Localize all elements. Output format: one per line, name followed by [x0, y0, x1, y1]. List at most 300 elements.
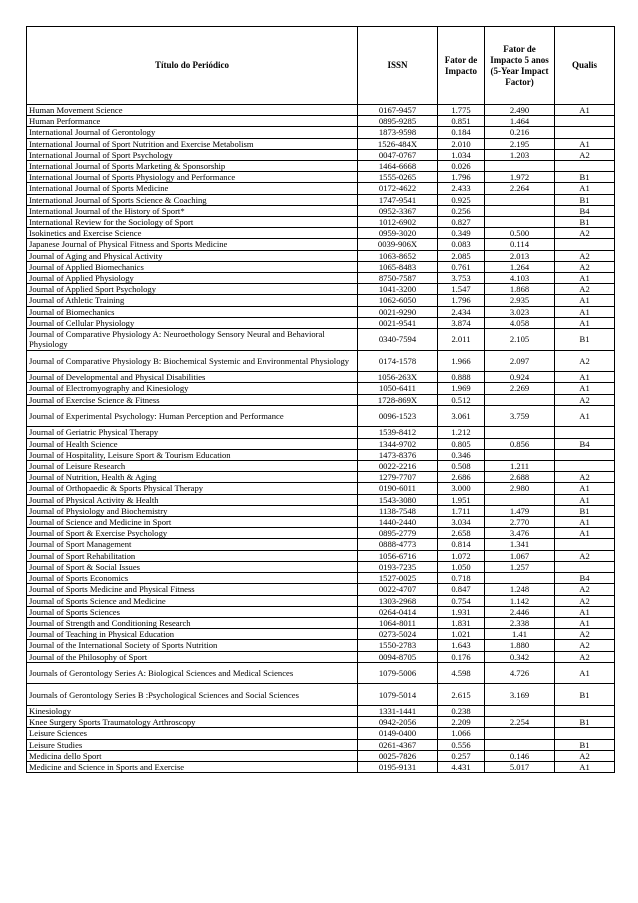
cell-title: Journal of Athletic Training: [27, 295, 358, 306]
cell-five-year-impact-factor: 3.169: [485, 684, 555, 706]
cell-impact-factor: 2.209: [438, 717, 485, 728]
cell-impact-factor: 0.847: [438, 584, 485, 595]
cell-issn: 0022-4707: [358, 584, 438, 595]
cell-impact-factor: 0.814: [438, 539, 485, 550]
table-row: [27, 427, 615, 438]
cell-issn: 1056-263X: [358, 372, 438, 383]
table-row: [27, 228, 615, 239]
cell-qualis: A2: [555, 261, 615, 272]
cell-title: Japanese Journal of Physical Fitness and Sports Medicine: [27, 239, 358, 250]
cell-qualis: B1: [555, 505, 615, 516]
cell-title: Journal of Health Science: [27, 438, 358, 449]
cell-impact-factor: 3.000: [438, 483, 485, 494]
cell-impact-factor: 2.433: [438, 183, 485, 194]
cell-impact-factor: 0.925: [438, 194, 485, 205]
cell-title: International Journal of Sports Marketing & Sponsorship: [27, 161, 358, 172]
table-row: [27, 194, 615, 205]
cell-qualis: B1: [555, 217, 615, 228]
table-row: [27, 217, 615, 228]
cell-impact-factor: 0.761: [438, 261, 485, 272]
cell-qualis: [555, 116, 615, 127]
cell-qualis: A1: [555, 138, 615, 149]
cell-five-year-impact-factor: 1.248: [485, 584, 555, 595]
cell-impact-factor: 1.775: [438, 105, 485, 116]
table-row: [27, 317, 615, 328]
table-row: [27, 138, 615, 149]
cell-five-year-impact-factor: 2.264: [485, 183, 555, 194]
cell-title: International Journal of the History of Sport*: [27, 205, 358, 216]
cell-title: Journals of Gerontology Series B :Psychological Sciences and Social Sciences: [27, 684, 358, 706]
cell-qualis: [555, 449, 615, 460]
cell-qualis: A2: [555, 284, 615, 295]
cell-impact-factor: 4.598: [438, 662, 485, 684]
cell-impact-factor: 1.066: [438, 728, 485, 739]
cell-qualis: A1: [555, 295, 615, 306]
table-row: [27, 472, 615, 483]
cell-issn: 0149-0400: [358, 728, 438, 739]
cell-title: Medicina dello Sport: [27, 750, 358, 761]
cell-qualis: [555, 239, 615, 250]
table-row: [27, 250, 615, 261]
cell-title: Journal of Hospitality, Leisure Sport & Tourism Education: [27, 449, 358, 460]
table-row: [27, 684, 615, 706]
cell-impact-factor: 1.966: [438, 350, 485, 372]
cell-title: International Journal of Sport Psychology: [27, 149, 358, 160]
cell-five-year-impact-factor: 1.464: [485, 116, 555, 127]
cell-issn: 0096-1523: [358, 405, 438, 427]
cell-qualis: A1: [555, 306, 615, 317]
table-row: [27, 595, 615, 606]
cell-qualis: A2: [555, 584, 615, 595]
table-row: [27, 239, 615, 250]
table-body: [27, 105, 615, 773]
table-row: [27, 306, 615, 317]
table-row: [27, 161, 615, 172]
cell-five-year-impact-factor: [485, 705, 555, 716]
cell-qualis: A1: [555, 761, 615, 772]
cell-impact-factor: 1.796: [438, 172, 485, 183]
cell-five-year-impact-factor: 2.980: [485, 483, 555, 494]
cell-qualis: A1: [555, 105, 615, 116]
cell-issn: 0273-5024: [358, 629, 438, 640]
cell-qualis: A1: [555, 606, 615, 617]
table-row: [27, 183, 615, 194]
cell-title: International Journal of Sports Physiology and Performance: [27, 172, 358, 183]
cell-impact-factor: 0.851: [438, 116, 485, 127]
cell-issn: 0174-1578: [358, 350, 438, 372]
table-row: [27, 662, 615, 684]
cell-title: Journal of Comparative Physiology A: Neuroethology Sensory Neural and Behavioral Physiology: [27, 329, 358, 351]
cell-qualis: A1: [555, 183, 615, 194]
cell-qualis: B4: [555, 205, 615, 216]
cell-qualis: B1: [555, 172, 615, 183]
cell-impact-factor: 2.658: [438, 528, 485, 539]
cell-issn: 1527-0025: [358, 573, 438, 584]
cell-five-year-impact-factor: [485, 161, 555, 172]
cell-title: Journal of Comparative Physiology B: Biochemical Systemic and Environmental Physiology: [27, 350, 358, 372]
cell-title: International Journal of Sport Nutrition and Exercise Metabolism: [27, 138, 358, 149]
cell-five-year-impact-factor: [485, 739, 555, 750]
cell-qualis: [555, 705, 615, 716]
table-row: [27, 561, 615, 572]
cell-impact-factor: 0.256: [438, 205, 485, 216]
cell-five-year-impact-factor: 2.935: [485, 295, 555, 306]
table-row: [27, 261, 615, 272]
cell-title: Kinesiology: [27, 705, 358, 716]
cell-title: Human Movement Science: [27, 105, 358, 116]
cell-five-year-impact-factor: 0.500: [485, 228, 555, 239]
cell-title: Journal of Sports Medicine and Physical Fitness: [27, 584, 358, 595]
cell-issn: 1747-9541: [358, 194, 438, 205]
cell-issn: 1079-5006: [358, 662, 438, 684]
cell-issn: 1279-7707: [358, 472, 438, 483]
header-impact-factor: Fator de Impacto: [438, 27, 485, 105]
cell-five-year-impact-factor: 1.211: [485, 461, 555, 472]
cell-issn: 1079-5014: [358, 684, 438, 706]
table-row: [27, 705, 615, 716]
cell-qualis: A2: [555, 595, 615, 606]
cell-title: Journal of Sport Rehabilitation: [27, 550, 358, 561]
cell-qualis: [555, 461, 615, 472]
cell-qualis: [555, 728, 615, 739]
cell-title: Journal of Exercise Science & Fitness: [27, 394, 358, 405]
table-row: [27, 127, 615, 138]
table-row: [27, 295, 615, 306]
cell-five-year-impact-factor: 0.342: [485, 651, 555, 662]
cell-title: Journal of Applied Biomechanics: [27, 261, 358, 272]
cell-title: Leisure Studies: [27, 739, 358, 750]
cell-impact-factor: 2.686: [438, 472, 485, 483]
cell-title: Journal of Cellular Physiology: [27, 317, 358, 328]
cell-impact-factor: 1.969: [438, 383, 485, 394]
cell-issn: 1063-8652: [358, 250, 438, 261]
cell-qualis: A2: [555, 250, 615, 261]
cell-qualis: A1: [555, 617, 615, 628]
cell-impact-factor: 1.547: [438, 284, 485, 295]
cell-title: International Review for the Sociology of Sport: [27, 217, 358, 228]
cell-title: International Journal of Gerontology: [27, 127, 358, 138]
journals-table: [26, 26, 615, 773]
cell-title: Human Performance: [27, 116, 358, 127]
cell-impact-factor: 1.050: [438, 561, 485, 572]
cell-five-year-impact-factor: [485, 449, 555, 460]
cell-title: International Journal of Sports Medicine: [27, 183, 358, 194]
table-row: [27, 739, 615, 750]
cell-issn: 1344-9702: [358, 438, 438, 449]
cell-qualis: A2: [555, 640, 615, 651]
cell-issn: 0025-7826: [358, 750, 438, 761]
cell-qualis: A1: [555, 528, 615, 539]
cell-five-year-impact-factor: 2.446: [485, 606, 555, 617]
table-row: [27, 606, 615, 617]
cell-issn: 0895-2779: [358, 528, 438, 539]
cell-issn: 1539-8412: [358, 427, 438, 438]
cell-title: Journal of Applied Sport Psychology: [27, 284, 358, 295]
cell-qualis: A1: [555, 372, 615, 383]
table-row: [27, 383, 615, 394]
cell-qualis: A2: [555, 550, 615, 561]
cell-five-year-impact-factor: 0.856: [485, 438, 555, 449]
cell-issn: 0022-2216: [358, 461, 438, 472]
cell-five-year-impact-factor: [485, 494, 555, 505]
table-row: [27, 149, 615, 160]
cell-title: Isokinetics and Exercise Science: [27, 228, 358, 239]
cell-impact-factor: 0.026: [438, 161, 485, 172]
cell-impact-factor: 1.072: [438, 550, 485, 561]
cell-title: Journal of Sport Management: [27, 539, 358, 550]
table-row: [27, 573, 615, 584]
table-row: [27, 651, 615, 662]
cell-title: Journal of Nutrition, Health & Aging: [27, 472, 358, 483]
cell-issn: 1138-7548: [358, 505, 438, 516]
table-row: [27, 539, 615, 550]
cell-title: Journals of Gerontology Series A: Biological Sciences and Medical Sciences: [27, 662, 358, 684]
cell-five-year-impact-factor: 1.341: [485, 539, 555, 550]
header-issn: ISSN: [358, 27, 438, 105]
cell-five-year-impact-factor: 1.067: [485, 550, 555, 561]
cell-impact-factor: 1.034: [438, 149, 485, 160]
cell-five-year-impact-factor: [485, 728, 555, 739]
cell-qualis: [555, 427, 615, 438]
cell-title: Journal of Physical Activity & Health: [27, 494, 358, 505]
cell-title: Journal of Sports Sciences: [27, 606, 358, 617]
cell-issn: 1056-6716: [358, 550, 438, 561]
cell-title: Journal of Applied Physiology: [27, 273, 358, 284]
cell-title: Medicine and Science in Sports and Exercise: [27, 761, 358, 772]
header-title: Título do Periódico: [27, 27, 358, 105]
table-row: [27, 494, 615, 505]
cell-five-year-impact-factor: 0.114: [485, 239, 555, 250]
cell-issn: 1064-8011: [358, 617, 438, 628]
cell-qualis: A2: [555, 394, 615, 405]
cell-five-year-impact-factor: 2.195: [485, 138, 555, 149]
cell-issn: 0039-906X: [358, 239, 438, 250]
cell-five-year-impact-factor: 1.41: [485, 629, 555, 640]
cell-impact-factor: 2.011: [438, 329, 485, 351]
cell-issn: 1873-9598: [358, 127, 438, 138]
cell-qualis: A2: [555, 228, 615, 239]
table-row: [27, 617, 615, 628]
cell-issn: 1062-6050: [358, 295, 438, 306]
cell-five-year-impact-factor: 1.972: [485, 172, 555, 183]
cell-title: Journal of Electromyography and Kinesiology: [27, 383, 358, 394]
table-row: [27, 205, 615, 216]
cell-qualis: B1: [555, 329, 615, 351]
cell-qualis: B1: [555, 194, 615, 205]
cell-impact-factor: 0.827: [438, 217, 485, 228]
cell-five-year-impact-factor: 1.257: [485, 561, 555, 572]
cell-qualis: A2: [555, 750, 615, 761]
cell-impact-factor: 1.643: [438, 640, 485, 651]
cell-issn: 0094-8705: [358, 651, 438, 662]
cell-title: Journal of Geriatric Physical Therapy: [27, 427, 358, 438]
cell-title: Journal of the Philosophy of Sport: [27, 651, 358, 662]
cell-issn: 0047-0767: [358, 149, 438, 160]
cell-qualis: [555, 539, 615, 550]
cell-title: Journal of Sport & Social Issues: [27, 561, 358, 572]
cell-title: Journal of Physiology and Biochemistry: [27, 505, 358, 516]
cell-title: Leisure Sciences: [27, 728, 358, 739]
table-header-row: [27, 27, 615, 105]
cell-five-year-impact-factor: 0.146: [485, 750, 555, 761]
cell-issn: 0959-3020: [358, 228, 438, 239]
cell-five-year-impact-factor: 1.880: [485, 640, 555, 651]
table-row: [27, 116, 615, 127]
cell-issn: 1550-2783: [358, 640, 438, 651]
cell-five-year-impact-factor: 1.142: [485, 595, 555, 606]
document-page: [26, 26, 614, 773]
cell-impact-factor: 0.238: [438, 705, 485, 716]
cell-impact-factor: 0.349: [438, 228, 485, 239]
table-row: [27, 750, 615, 761]
cell-five-year-impact-factor: 3.759: [485, 405, 555, 427]
table-row: [27, 505, 615, 516]
cell-impact-factor: 1.951: [438, 494, 485, 505]
cell-five-year-impact-factor: [485, 427, 555, 438]
table-row: [27, 105, 615, 116]
cell-issn: 0193-7235: [358, 561, 438, 572]
cell-issn: 1440-2440: [358, 517, 438, 528]
cell-impact-factor: 3.061: [438, 405, 485, 427]
cell-issn: 1331-1441: [358, 705, 438, 716]
cell-qualis: A1: [555, 405, 615, 427]
cell-impact-factor: 1.021: [438, 629, 485, 640]
cell-five-year-impact-factor: 2.269: [485, 383, 555, 394]
table-row: [27, 640, 615, 651]
table-row: [27, 584, 615, 595]
cell-issn: 0172-4622: [358, 183, 438, 194]
cell-five-year-impact-factor: 4.103: [485, 273, 555, 284]
cell-title: Journal of Developmental and Physical Disabilities: [27, 372, 358, 383]
cell-qualis: A1: [555, 517, 615, 528]
cell-title: Knee Surgery Sports Traumatology Arthroscopy: [27, 717, 358, 728]
cell-impact-factor: 0.556: [438, 739, 485, 750]
cell-five-year-impact-factor: [485, 194, 555, 205]
cell-title: Journal of Teaching in Physical Education: [27, 629, 358, 640]
cell-impact-factor: 0.888: [438, 372, 485, 383]
cell-impact-factor: 0.083: [438, 239, 485, 250]
table-row: [27, 284, 615, 295]
cell-issn: 0021-9541: [358, 317, 438, 328]
cell-qualis: A2: [555, 149, 615, 160]
table-row: [27, 438, 615, 449]
cell-five-year-impact-factor: 1.264: [485, 261, 555, 272]
cell-qualis: A2: [555, 651, 615, 662]
cell-issn: 0952-3367: [358, 205, 438, 216]
cell-impact-factor: 2.085: [438, 250, 485, 261]
cell-qualis: A2: [555, 350, 615, 372]
table-row: [27, 517, 615, 528]
cell-title: Journal of Experimental Psychology: Human Perception and Performance: [27, 405, 358, 427]
cell-title: Journal of Leisure Research: [27, 461, 358, 472]
table-row: [27, 728, 615, 739]
cell-five-year-impact-factor: 3.023: [485, 306, 555, 317]
cell-issn: 1728-869X: [358, 394, 438, 405]
cell-title: Journal of Biomechanics: [27, 306, 358, 317]
cell-five-year-impact-factor: 1.203: [485, 149, 555, 160]
table-row: [27, 350, 615, 372]
header-five-year-impact-factor: Fator de Impacto 5 anos (5-Year Impact Factor): [485, 27, 555, 105]
cell-issn: 0340-7594: [358, 329, 438, 351]
table-row: [27, 449, 615, 460]
table-row: [27, 629, 615, 640]
header-qualis: Qualis: [555, 27, 615, 105]
cell-impact-factor: 4.431: [438, 761, 485, 772]
cell-title: Journal of the International Society of Sports Nutrition: [27, 640, 358, 651]
cell-impact-factor: 2.615: [438, 684, 485, 706]
cell-qualis: A1: [555, 483, 615, 494]
cell-qualis: [555, 561, 615, 572]
cell-qualis: B1: [555, 739, 615, 750]
cell-five-year-impact-factor: 0.216: [485, 127, 555, 138]
cell-impact-factor: 1.711: [438, 505, 485, 516]
table-row: [27, 528, 615, 539]
cell-impact-factor: 0.176: [438, 651, 485, 662]
cell-issn: 0167-9457: [358, 105, 438, 116]
cell-issn: 1303-2968: [358, 595, 438, 606]
cell-five-year-impact-factor: 2.254: [485, 717, 555, 728]
cell-issn: 0895-9285: [358, 116, 438, 127]
cell-five-year-impact-factor: 2.770: [485, 517, 555, 528]
cell-qualis: [555, 127, 615, 138]
cell-title: Journal of Aging and Physical Activity: [27, 250, 358, 261]
cell-issn: 0021-9290: [358, 306, 438, 317]
cell-five-year-impact-factor: 2.013: [485, 250, 555, 261]
cell-issn: 1555-0265: [358, 172, 438, 183]
cell-title: Journal of Sports Science and Medicine: [27, 595, 358, 606]
cell-issn: 0195-9131: [358, 761, 438, 772]
cell-issn: 1473-8376: [358, 449, 438, 460]
cell-issn: 1543-3080: [358, 494, 438, 505]
cell-five-year-impact-factor: [485, 394, 555, 405]
cell-title: Journal of Orthopaedic & Sports Physical Therapy: [27, 483, 358, 494]
cell-title: Journal of Sports Economics: [27, 573, 358, 584]
cell-qualis: A2: [555, 629, 615, 640]
cell-title: Journal of Strength and Conditioning Research: [27, 617, 358, 628]
cell-five-year-impact-factor: [485, 573, 555, 584]
cell-five-year-impact-factor: [485, 217, 555, 228]
cell-impact-factor: 1.796: [438, 295, 485, 306]
cell-impact-factor: 0.718: [438, 573, 485, 584]
cell-issn: 1464-6668: [358, 161, 438, 172]
table-row: [27, 717, 615, 728]
cell-impact-factor: 3.034: [438, 517, 485, 528]
cell-issn: 1012-6902: [358, 217, 438, 228]
table-row: [27, 550, 615, 561]
table-row: [27, 461, 615, 472]
table-row: [27, 405, 615, 427]
cell-five-year-impact-factor: 2.688: [485, 472, 555, 483]
cell-issn: 1050-6411: [358, 383, 438, 394]
cell-qualis: B4: [555, 438, 615, 449]
cell-impact-factor: 1.831: [438, 617, 485, 628]
table-row: [27, 372, 615, 383]
cell-five-year-impact-factor: 1.868: [485, 284, 555, 295]
cell-impact-factor: 3.753: [438, 273, 485, 284]
cell-impact-factor: 0.512: [438, 394, 485, 405]
cell-issn: 0261-4367: [358, 739, 438, 750]
cell-qualis: A1: [555, 662, 615, 684]
cell-qualis: B1: [555, 684, 615, 706]
cell-impact-factor: 3.874: [438, 317, 485, 328]
cell-impact-factor: 1.931: [438, 606, 485, 617]
cell-qualis: A2: [555, 472, 615, 483]
cell-impact-factor: 2.010: [438, 138, 485, 149]
table-row: [27, 761, 615, 772]
cell-five-year-impact-factor: 2.338: [485, 617, 555, 628]
table-row: [27, 273, 615, 284]
cell-issn: 0888-4773: [358, 539, 438, 550]
